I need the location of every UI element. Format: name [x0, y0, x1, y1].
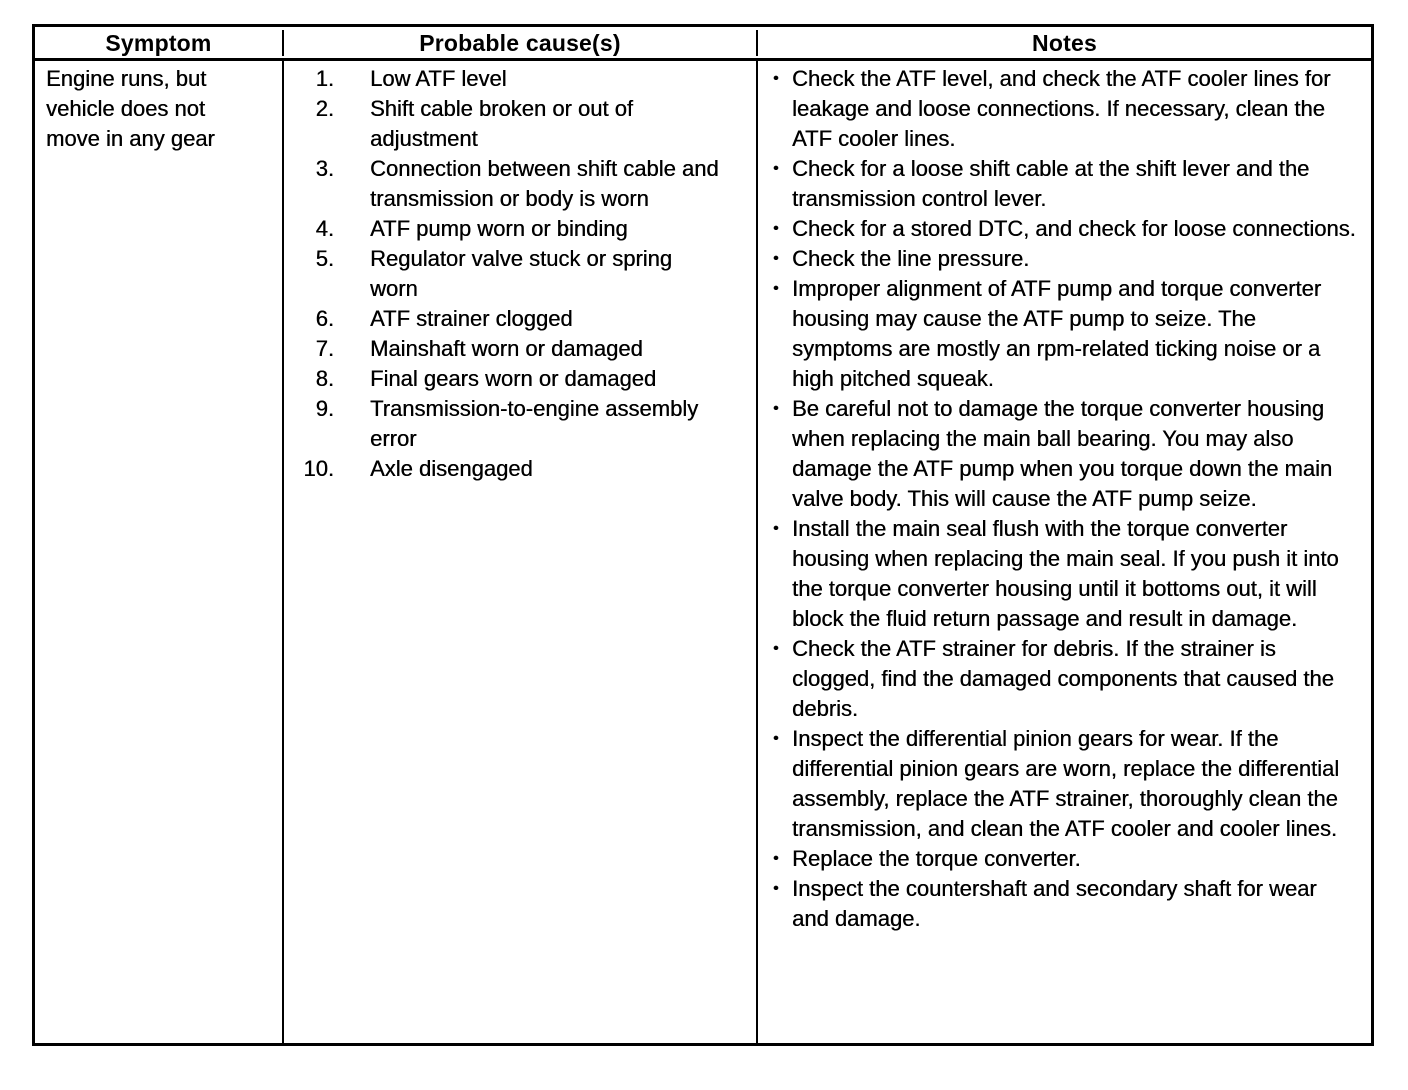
- cause-number: 7.: [315, 336, 334, 361]
- cause-number: 4.: [315, 216, 334, 241]
- cause-item: [284, 304, 750, 334]
- note-text: Be careful not to damage the torque converter housing when replacing the main ball bearing. You may also damage the ATF pump when you torque down the main valve body. This will cause the ATF pump seize.: [792, 396, 1333, 511]
- note-text: Check for a loose shift cable at the shift lever and the transmission control lever.: [792, 156, 1310, 211]
- note-item: [758, 724, 1363, 844]
- notes-cell: [758, 61, 1371, 1043]
- cause-item: [284, 94, 750, 154]
- cause-text: Axle disengaged: [370, 456, 533, 481]
- note-item: [758, 214, 1363, 244]
- note-item: [758, 514, 1363, 634]
- note-item: [758, 844, 1363, 874]
- cause-item: [284, 244, 750, 304]
- cause-number: 6.: [315, 306, 334, 331]
- cause-text: Final gears worn or damaged: [370, 366, 657, 391]
- note-text: Check the ATF strainer for debris. If the strainer is clogged, find the damaged components that caused the debris.: [792, 636, 1334, 721]
- cause-text: Transmission-to-engine assembly error: [370, 396, 699, 451]
- cause-number: 5.: [315, 246, 334, 271]
- note-text: Replace the torque converter.: [792, 846, 1081, 871]
- cause-text: Low ATF level: [370, 66, 507, 91]
- note-text: Check the ATF level, and check the ATF cooler lines for leakage and loose connections. If necessary, clean the ATF cooler lines.: [792, 66, 1331, 151]
- note-text: Inspect the differential pinion gears for wear. If the differential pinion gears are worn, replace the differential assembly, replace the ATF strainer, thoroughly clean the transmission, and clean the ATF cooler and cooler lines.: [792, 726, 1340, 841]
- note-item: [758, 154, 1363, 214]
- note-item: [758, 394, 1363, 514]
- symptom-cell: [35, 61, 282, 1043]
- bullet-icon: •: [773, 280, 779, 297]
- cause-number: 2.: [315, 96, 334, 121]
- cause-text: Mainshaft worn or damaged: [370, 336, 643, 361]
- cause-item: [284, 394, 750, 454]
- cause-number: 3.: [315, 156, 334, 181]
- bullet-icon: •: [773, 400, 779, 417]
- column-header-notes: Notes: [1032, 29, 1097, 56]
- note-text: Install the main seal flush with the torque converter housing when replacing the main seal. If you push it into the torque converter housing until it bottoms out, it will block the fluid return passage and result in damage.: [792, 516, 1339, 631]
- symptom-text: Engine runs, but vehicle does not move in any gear: [46, 66, 215, 151]
- bullet-icon: •: [773, 250, 779, 267]
- probable-causes-cell: [282, 61, 758, 1043]
- bullet-icon: •: [773, 160, 779, 177]
- bullet-icon: •: [773, 520, 779, 537]
- cause-text: ATF strainer clogged: [370, 306, 573, 331]
- cause-item: [284, 334, 750, 364]
- bullet-icon: •: [773, 640, 779, 657]
- cause-number: 1.: [315, 66, 334, 91]
- note-item: [758, 634, 1363, 724]
- cause-item: [284, 454, 750, 484]
- note-item: [758, 274, 1363, 394]
- note-item: [758, 874, 1363, 934]
- cause-text: ATF pump worn or binding: [370, 216, 628, 241]
- note-item: [758, 244, 1363, 274]
- cause-text: Connection between shift cable and transmission or body is worn: [370, 156, 719, 211]
- column-header-symptom: Symptom: [105, 29, 212, 56]
- table-body-row: [35, 61, 1371, 1043]
- cause-text: Shift cable broken or out of adjustment: [370, 96, 633, 151]
- note-text: Inspect the countershaft and secondary shaft for wear and damage.: [792, 876, 1317, 931]
- cause-item: [284, 364, 750, 394]
- bullet-icon: •: [773, 220, 779, 237]
- bullet-icon: •: [773, 730, 779, 747]
- cause-item: [284, 64, 750, 94]
- note-item: [758, 64, 1363, 154]
- cause-number: 9.: [315, 396, 334, 421]
- bullet-icon: •: [773, 880, 779, 897]
- bullet-icon: •: [773, 70, 779, 87]
- note-text: Check for a stored DTC, and check for loose connections.: [792, 216, 1356, 241]
- cause-text: Regulator valve stuck or spring worn: [370, 246, 673, 301]
- note-text: Check the line pressure.: [792, 246, 1030, 271]
- note-text: Improper alignment of ATF pump and torque converter housing may cause the ATF pump to seize. The symptoms are mostly an rpm-related ticking noise or a high pitched squeak.: [792, 276, 1322, 391]
- cause-item: [284, 154, 750, 214]
- cause-item: [284, 214, 750, 244]
- column-header-probable-causes: Probable cause(s): [282, 30, 758, 56]
- cause-number: 8.: [315, 366, 334, 391]
- table-header-row: [35, 27, 1371, 61]
- troubleshooting-table: [32, 24, 1374, 1046]
- bullet-icon: •: [773, 850, 779, 867]
- cause-number: 10.: [303, 456, 334, 481]
